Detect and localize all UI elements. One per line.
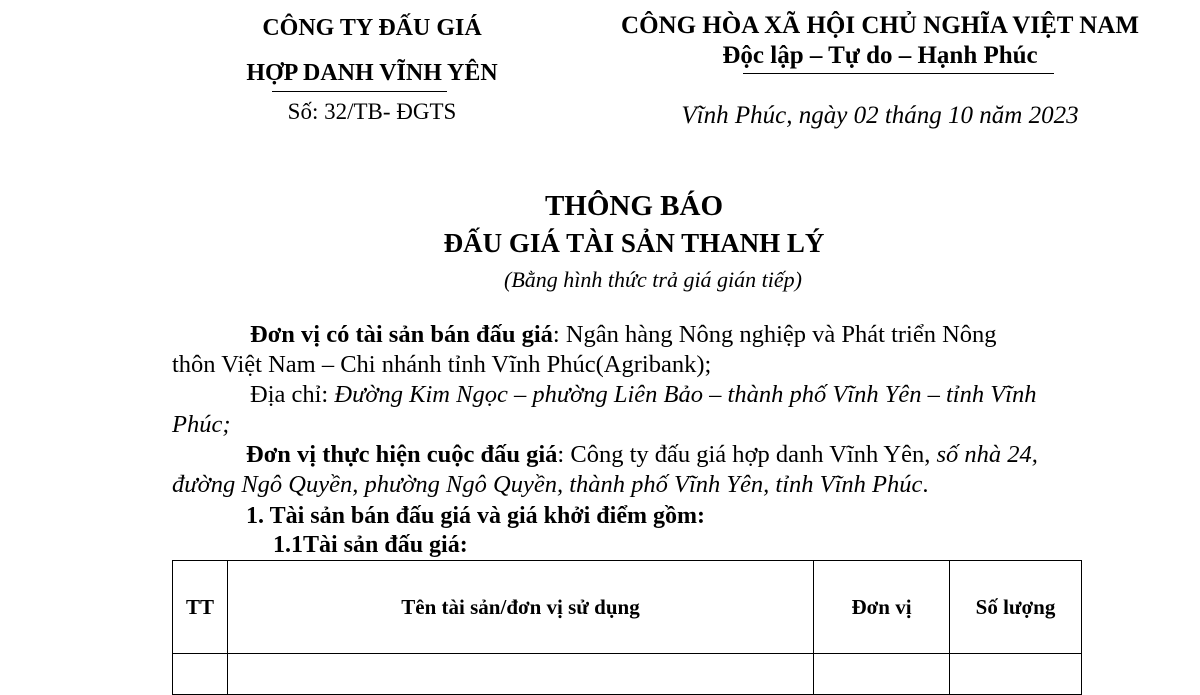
- table-cell: [228, 654, 814, 695]
- column-header-tt: TT: [173, 561, 228, 654]
- seller-value: : Ngân hàng Nông nghiệp và Phát triển Nông: [552, 321, 997, 348]
- address-line1: [250, 380, 1037, 410]
- seller-line1: [250, 320, 997, 350]
- organizer-address: đường Ngô Quyền, phường Ngô Quyền, thành phố Vĩnh Yên, tỉnh Vĩnh Phúc: [172, 471, 923, 498]
- table-cell: [950, 654, 1082, 695]
- company-name-line1: CÔNG TY ĐẤU GIÁ: [262, 15, 482, 41]
- seller-label: Đơn vị có tài sản bán đấu giá: [250, 321, 553, 348]
- address-value: Đường Kim Ngọc – phường Liên Bảo – thành phố Vĩnh Yên – tỉnh Vĩnh: [334, 381, 1037, 408]
- column-header-quantity: Số lượng: [950, 561, 1082, 654]
- column-header-asset-name: Tên tài sản/đơn vị sử dụng: [228, 561, 814, 654]
- notice-subject: ĐẤU GIÁ TÀI SẢN THANH LÝ: [443, 228, 825, 258]
- seller-line2: thôn Việt Nam – Chi nhánh tỉnh Vĩnh Phúc(Agribank);: [172, 351, 712, 378]
- national-title: CÔNG HÒA XÃ HỘI CHỦ NGHĨA VIỆT NAM: [621, 12, 1139, 39]
- notice-form: (Bằng hình thức trả giá gián tiếp): [504, 267, 802, 292]
- table-cell: [173, 654, 228, 695]
- motto-underline: [743, 73, 1054, 74]
- table-row: [173, 654, 1082, 695]
- organizer-line2: [172, 470, 929, 500]
- table-header-row: [173, 561, 1082, 654]
- notice-title: THÔNG BÁO: [544, 190, 724, 222]
- address-line2: Phúc;: [172, 411, 231, 438]
- section-1-heading: 1. Tài sản bán đấu giá và giá khởi điểm gồm:: [246, 503, 705, 529]
- organizer-value: : Công ty đấu giá hợp danh Vĩnh Yên,: [557, 441, 937, 468]
- address-label: Địa chỉ:: [250, 381, 335, 408]
- organizer-address-start: số nhà 24,: [936, 441, 1038, 468]
- national-motto: Độc lập – Tự do – Hạnh Phúc: [722, 42, 1038, 69]
- column-header-unit: Đơn vị: [814, 561, 950, 654]
- organizer-label: Đơn vị thực hiện cuộc đấu giá: [246, 441, 558, 468]
- section-1-1-heading: 1.1Tài sản đấu giá:: [273, 532, 468, 558]
- table-cell: [814, 654, 950, 695]
- organizer-end: .: [922, 471, 929, 498]
- organizer-line1: [246, 440, 1038, 470]
- place-date: Vĩnh Phúc, ngày 02 tháng 10 năm 2023: [681, 102, 1079, 129]
- company-underline: [272, 91, 447, 92]
- company-name-line2: HỢP DANH VĨNH YÊN: [246, 60, 498, 86]
- document-number: Số: 32/TB- ĐGTS: [287, 99, 457, 124]
